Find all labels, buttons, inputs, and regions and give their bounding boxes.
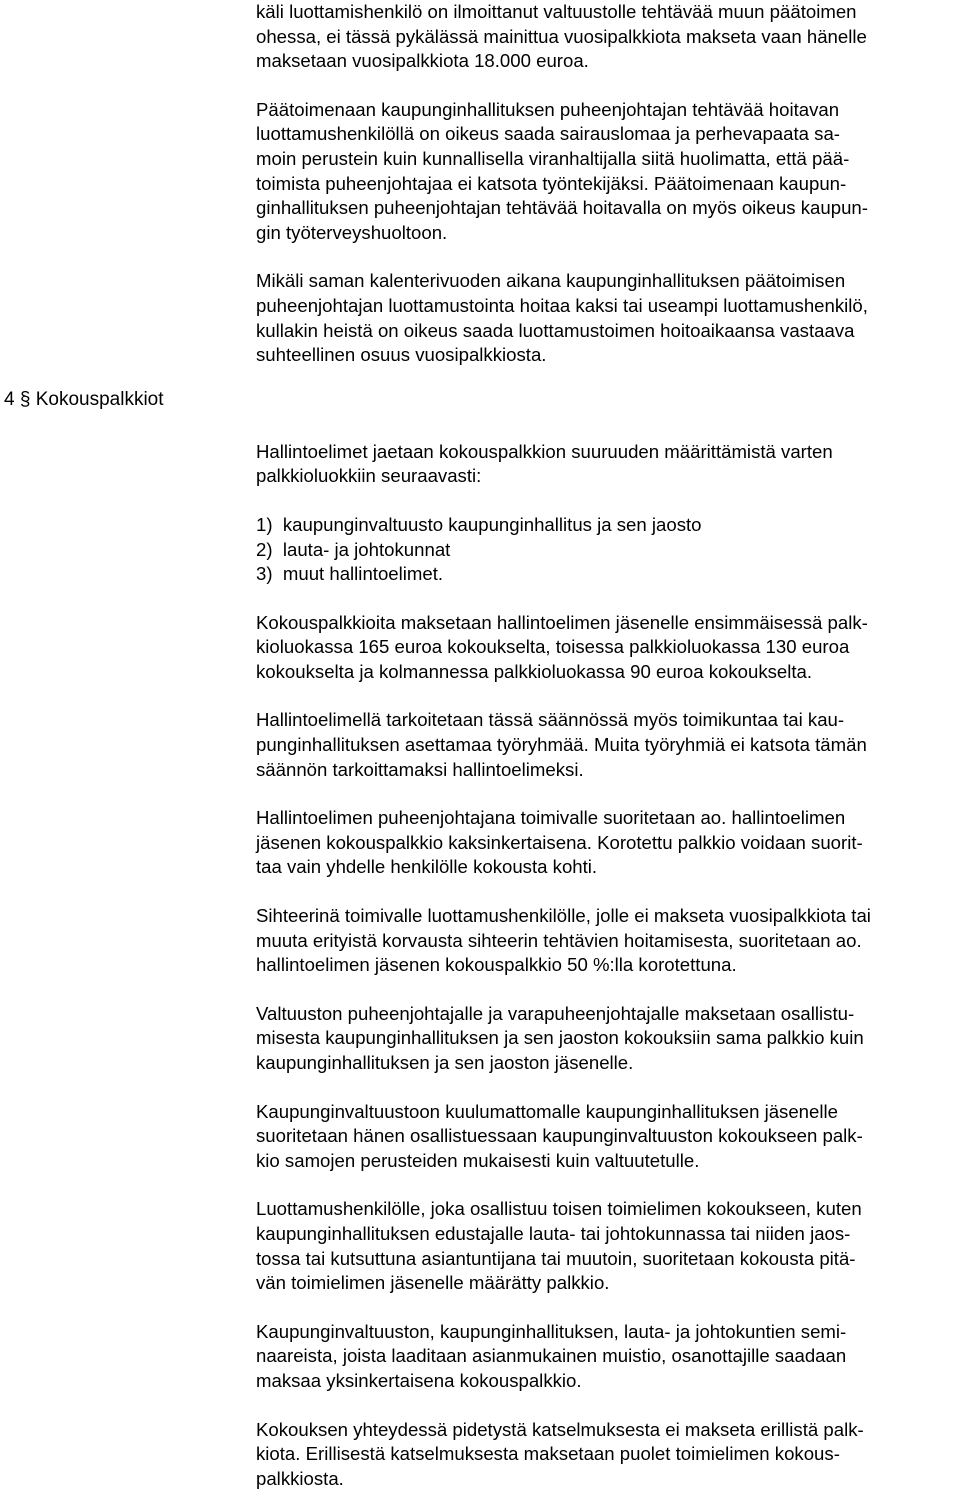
text-line: suhteellinen osuus vuosipalkkiosta. <box>256 344 547 366</box>
section-title: Kokouspalkkiot <box>35 389 164 410</box>
class-list <box>256 513 960 587</box>
text-line: muuta erityistä korvausta sihteerin tehtävien hoitamisesta, suoritetaan ao. <box>256 929 862 951</box>
text-line: toimista puheenjohtajaa ei katsota työntekijäksi. Päätoimenaan kaupun- <box>256 172 847 194</box>
text-line: Luottamushenkilölle, joka osallistuu toisen toimielimen kokoukseen, kuten <box>256 1198 862 1220</box>
text-line: Valtuuston puheenjohtajalle ja varapuheenjohtajalle maksetaan osallistu- <box>256 1002 855 1024</box>
section-sign: § <box>19 389 31 410</box>
text-line: Mikäli saman kalenterivuoden aikana kaupunginhallituksen päätoimisen <box>256 270 846 292</box>
text-line: tossa tai kutsuttuna asiantuntijana tai muutoin, suoritetaan kokousta pitä- <box>256 1247 856 1269</box>
text-line: luottamushenkilöllä on oikeus saada sairauslomaa ja perhevapaata sa- <box>256 123 840 145</box>
text-line: kio samojen perusteiden mukaisesti kuin valtuutetulle. <box>256 1149 700 1171</box>
text-line: Hallintoelimet jaetaan kokouspalkkion suuruuden määrittämistä varten <box>256 440 833 462</box>
text-line: gin työterveyshuoltoon. <box>256 221 448 243</box>
text-line: suoritetaan hänen osallistuessaan kaupunginvaltuuston kokoukseen palk- <box>256 1125 863 1147</box>
paragraph <box>256 1197 960 1295</box>
text-line: jäsenen kokouspalkkio kaksinkertaisena. Korotettu palkkio voidaan suorit- <box>256 831 863 853</box>
paragraph <box>256 708 960 782</box>
paragraph <box>256 1100 960 1174</box>
paragraph <box>256 806 960 880</box>
text-line: Hallintoelimellä tarkoitetaan tässä säännössä myös toimikuntaa tai kau- <box>256 709 845 731</box>
text-line: puheenjohtajan luottamustointa hoitaa kaksi tai useampi luottamushenkilö, <box>256 294 868 316</box>
paragraph <box>256 440 960 489</box>
text-line: moin perustein kuin kunnallisella viranhaltijalla siitä huolimatta, että pää- <box>256 147 850 169</box>
text-line: taa vain yhdelle henkilölle kokousta kohti. <box>256 856 598 878</box>
text-line: kokoukselta ja kolmannessa palkkioluokassa 90 euroa kokoukselta. <box>256 660 813 682</box>
text-line: Kaupunginvaltuuston, kaupunginhallituksen, lauta- ja johtokuntien semi- <box>256 1320 847 1342</box>
text-line: kioluokassa 165 euroa kokoukselta, toisessa palkkioluokassa 130 euroa <box>256 636 850 658</box>
text-line: kaupunginhallituksen ja sen jaoston jäsenelle. <box>256 1052 634 1073</box>
paragraph <box>256 0 960 74</box>
list-item: 1) kaupunginvaltuusto kaupunginhallitus ja sen jaosto <box>256 513 702 535</box>
text-line: hallintoelimen jäsenen kokouspalkkio 50 %:lla korotettuna. <box>256 954 737 976</box>
paragraph <box>256 904 960 978</box>
text-line: säännön tarkoittamaksi hallintoelimeksi. <box>256 758 584 780</box>
paragraph <box>256 1418 960 1492</box>
text-line: ginhallituksen puheenjohtajan tehtävää hoitavalla on myös oikeus kaupun- <box>256 197 868 219</box>
list-item: 3) muut hallintoelimet. <box>256 563 444 585</box>
section-heading <box>4 388 164 412</box>
text-line: palkkiosta. <box>256 1467 344 1489</box>
paragraph <box>256 269 960 367</box>
text-line: kullakin heistä on oikeus saada luottamustoimen hoitoaikaansa vastaava <box>256 319 855 341</box>
text-line: Kaupunginvaltuustoon kuulumattomalle kaupunginhallituksen jäsenelle <box>256 1100 838 1122</box>
text-line: misesta kaupunginhallituksen ja sen jaoston kokouksiin sama palkkio kuin <box>256 1027 864 1049</box>
paragraph <box>256 1320 960 1394</box>
text-line: käli luottamishenkilö on ilmoittanut valtuustolle tehtävää muun päätoimen <box>256 1 857 22</box>
text-line: Hallintoelimen puheenjohtajana toimivalle suoritetaan ao. hallintoelimen <box>256 807 846 829</box>
text-line: punginhallituksen asettamaa työryhmää. Muita työryhmiä ei katsota tämän <box>256 734 867 756</box>
paragraph <box>256 1002 960 1076</box>
text-line: Päätoimenaan kaupunginhallituksen puheenjohtajan tehtävää hoitavan <box>256 98 840 120</box>
text-line: Sihteerinä toimivalle luottamushenkilölle, jolle ei makseta vuosipalkkiota tai <box>256 905 871 927</box>
list-item: 2) lauta- ja johtokunnat <box>256 538 451 560</box>
text-line: Kokouksen yhteydessä pidetystä katselmuksesta ei makseta erillistä palk- <box>256 1418 864 1440</box>
section-number: 4 <box>4 389 15 410</box>
text-line: vän toimielimen jäsenelle määrätty palkkio. <box>256 1272 610 1294</box>
text-line: kaupunginhallituksen edustajalle lauta- tai johtokunnassa tai niiden jaos- <box>256 1222 851 1244</box>
text-line: naareista, joista laaditaan asianmukainen muistio, osanottajille saadaan <box>256 1345 847 1367</box>
paragraph <box>256 98 960 246</box>
text-line: kiota. Erillisestä katselmuksesta maksetaan puolet toimielimen kokous- <box>256 1443 840 1465</box>
text-line: maksaa yksinkertaisena kokouspalkkio. <box>256 1369 582 1391</box>
text-line: palkkioluokkiin seuraavasti: <box>256 465 482 487</box>
document-body <box>256 0 960 1491</box>
paragraph <box>256 611 960 685</box>
text-line: Kokouspalkkioita maksetaan hallintoelimen jäsenelle ensimmäisessä palk- <box>256 611 868 633</box>
text-line: maksetaan vuosipalkkiota 18.000 euroa. <box>256 50 589 72</box>
text-line: ohessa, ei tässä pykälässä mainittua vuosipalkkiota makseta vaan hänelle <box>256 25 867 47</box>
